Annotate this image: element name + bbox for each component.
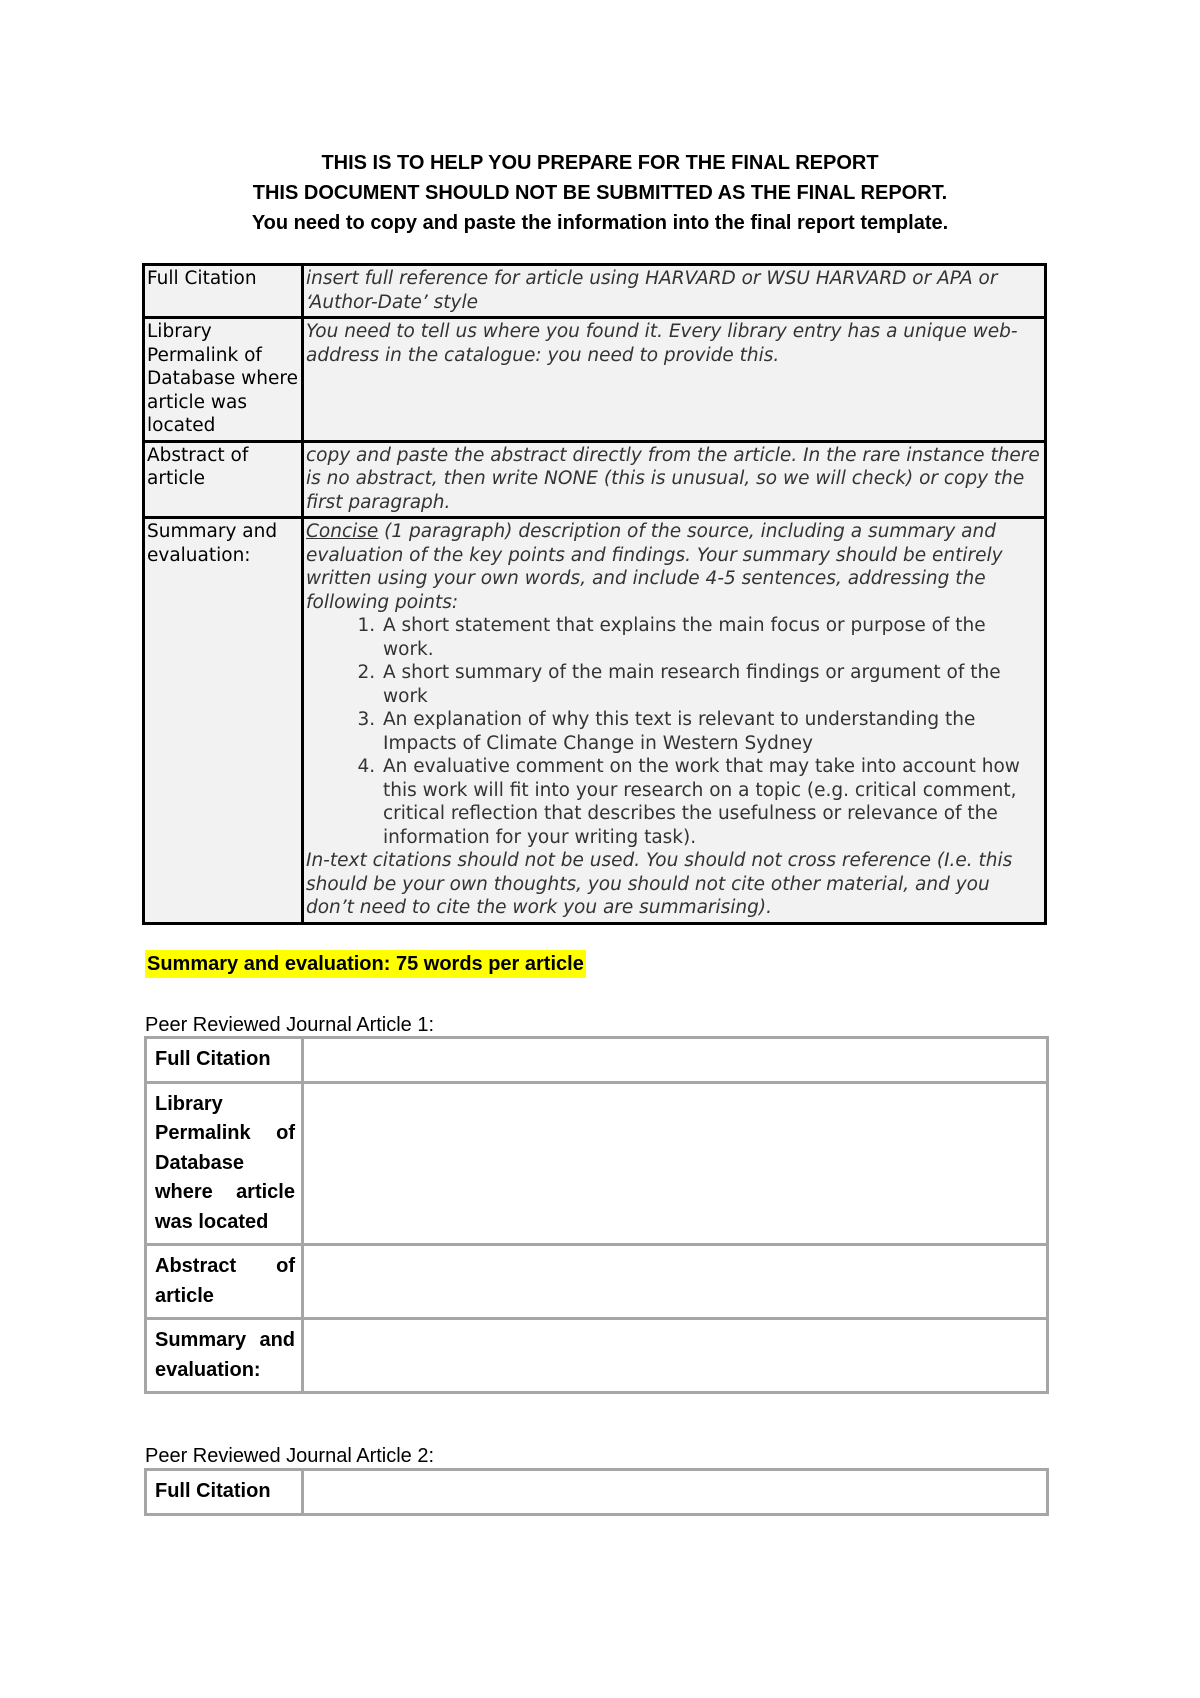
- article-2-row-full-citation: [146, 1470, 1048, 1515]
- summary-outro-text: In-text citations should not be used. You should not cross reference (I.e. this should be your own thoughts, you should not cite other material, and you don’t need to cite the work you are summarising).: [306, 850, 1013, 918]
- example-label-summary: Summary and evaluation:: [144, 518, 303, 924]
- article-1-table: [144, 1036, 1049, 1394]
- article-1-input-full-citation[interactable]: [303, 1038, 1048, 1083]
- example-row-full-citation: [144, 265, 1046, 318]
- article-1-row-abstract: [146, 1245, 1048, 1319]
- example-row-abstract: [144, 441, 1046, 518]
- article-1-input-abstract[interactable]: [303, 1245, 1048, 1319]
- example-value-permalink[interactable]: You need to tell us where you found it. Every library entry has a unique web-address in the catalogue: you need to provide this.: [303, 318, 1046, 442]
- article-1-input-summary[interactable]: [303, 1319, 1048, 1393]
- summary-point: 1. A short statement that explains the main focus or purpose of the work.: [381, 614, 1042, 661]
- article-1-row-summary: [146, 1319, 1048, 1393]
- example-value-summary[interactable]: [303, 518, 1046, 924]
- example-label-full-citation: Full Citation: [144, 265, 303, 318]
- example-value-abstract[interactable]: copy and paste the abstract directly from the article. In the rare instance there is no abstract, then write NONE (this is unusual, so we will check) or copy the first paragraph.: [303, 441, 1046, 518]
- example-table: [142, 263, 1047, 925]
- article-2-caption: Peer Reviewed Journal Article 2:: [145, 1445, 435, 1467]
- article-1-caption: Peer Reviewed Journal Article 1:: [145, 1014, 435, 1036]
- article-2-table: [144, 1468, 1049, 1516]
- article-2-input-full-citation[interactable]: [303, 1470, 1048, 1515]
- concise-underlined-text: Concise: [306, 521, 379, 542]
- header-line-1: THIS IS TO HELP YOU PREPARE FOR THE FINAL REPORT: [321, 152, 879, 174]
- article-1-label-abstract: Abstract of article: [146, 1245, 303, 1319]
- summary-point: 2. A short summary of the main research findings or argument of the work: [381, 661, 1042, 708]
- article-1-row-full-citation: [146, 1038, 1048, 1083]
- summary-point: 3. An explanation of why this text is relevant to understanding the Impacts of Climate Change in Western Sydney: [381, 708, 1042, 755]
- summary-intro-text: (1 paragraph) description of the source, including a summary and evaluation of the key points and findings. Your summary should be entirely written using your own words, and include 4-5 sentences, addressing the following points:: [306, 521, 1003, 613]
- example-row-permalink: [144, 318, 1046, 442]
- example-label-permalink: Library Permalink of Database where article was located: [144, 318, 303, 442]
- summary-point: 4. An evaluative comment on the work that may take into account how this work will fit into your research on a topic (e.g. critical comment, critical reflection that describes the usefulness or relevance of the information for your writing task).: [381, 755, 1042, 849]
- example-value-full-citation[interactable]: insert full reference for article using HARVARD or WSU HARVARD or APA or ‘Author-Date’ style: [303, 265, 1046, 318]
- article-1-label-full-citation: Full Citation: [146, 1038, 303, 1083]
- header-line-2: THIS DOCUMENT SHOULD NOT BE SUBMITTED AS THE FINAL REPORT.: [252, 182, 948, 204]
- article-2-label-full-citation: Full Citation: [146, 1470, 303, 1515]
- example-label-abstract: Abstract of article: [144, 441, 303, 518]
- header-line-3: You need to copy and paste the information into the final report template.: [251, 212, 949, 234]
- summary-points-list: [306, 614, 1042, 849]
- article-1-row-permalink: [146, 1082, 1048, 1245]
- article-1-label-summary: Summary and evaluation:: [146, 1319, 303, 1393]
- word-limit-highlight: Summary and evaluation: 75 words per article: [145, 950, 586, 978]
- article-1-label-permalink: Library Permalink of Database where article was located: [146, 1082, 303, 1245]
- document-header: [0, 148, 1200, 238]
- article-1-input-permalink[interactable]: [303, 1082, 1048, 1245]
- example-row-summary: [144, 518, 1046, 924]
